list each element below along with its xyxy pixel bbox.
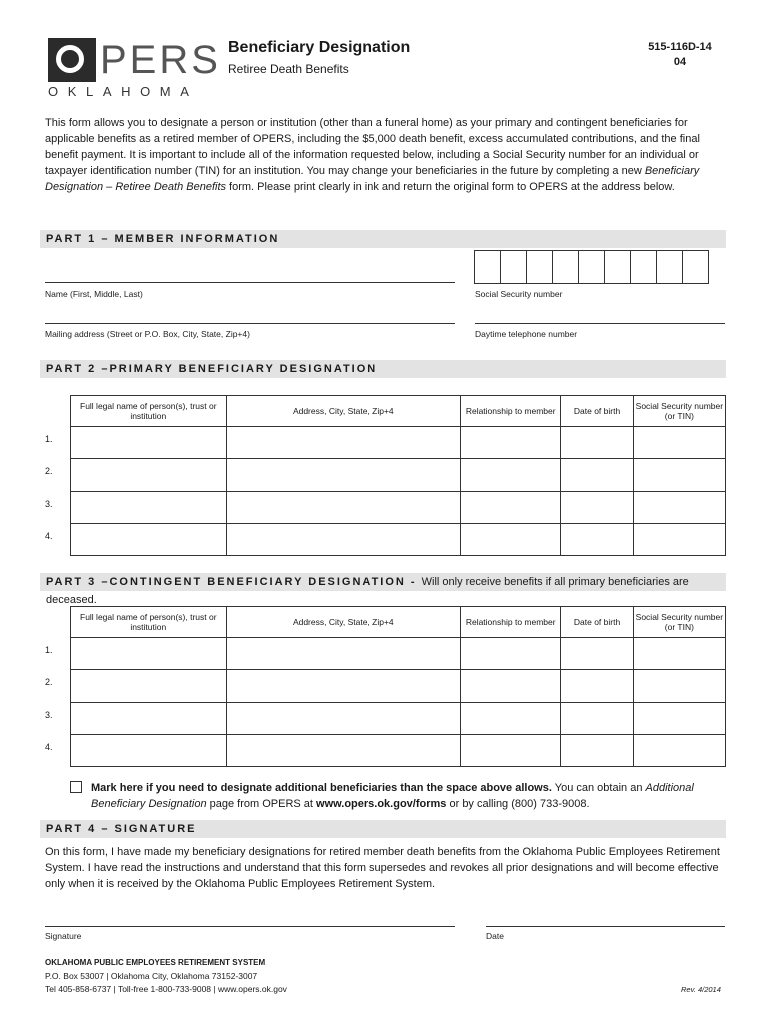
logo-o-ring-icon [56,45,84,73]
ssn-box[interactable] [500,250,527,284]
cell[interactable] [226,638,461,670]
logo-subtext: OKLAHOMA [48,84,199,99]
cell[interactable] [461,703,561,735]
cell[interactable] [561,670,633,703]
primary-beneficiary-table [70,395,726,556]
address-label: Mailing address (Street or P.O. Box, City, State, Zip+4) [45,329,250,339]
intro-text-2: form. Please print clearly in ink and return the original form to OPERS at the address below. [226,181,675,193]
ssn-box[interactable] [682,250,709,284]
additional-beneficiaries-checkbox[interactable] [70,781,82,793]
additional-italic: Additional Beneficiary Designation [91,782,694,810]
revision-date: Rev. 4/2014 [681,985,721,994]
cell[interactable] [226,492,461,524]
col-relationship-header: Relationship to member [461,607,561,638]
intro-text-1: This form allows you to designate a person or institution (other than a funeral home) as your primary and contingent beneficiaries for applicable benefits as a retired member of OPERS, including the $5,000 death benefit, excess accumulated contributions, and the final benefit payment. It is important to include all of the information requested below, including a Social Security number for an individual or taxpayer identification number (TIN) for an institution. You may change your beneficiaries in the future by completing a new [45,117,700,177]
signature-statement: On this form, I have made my beneficiary designations for retired member death benefits from the Oklahoma Public Employees Retirement System. I have read the instructions and understand that this form supersedes and revokes all prior designations and will become effective only when it is received by the Oklahoma Public Employees Retirement System. [45,846,720,890]
cell[interactable] [633,638,725,670]
cell[interactable] [633,524,725,556]
part3-heading-text: PART 3 –CONTINGENT BENEFICIARY DESIGNATION - [46,576,422,588]
table-row[interactable] [71,638,726,670]
ssn-box[interactable] [474,250,501,284]
cell[interactable] [226,670,461,703]
ssn-box[interactable] [604,250,631,284]
cell[interactable] [226,459,461,492]
cell[interactable] [226,427,461,459]
ssn-box[interactable] [578,250,605,284]
cell[interactable] [461,427,561,459]
part4-heading: PART 4 – SIGNATURE [40,820,726,838]
cell[interactable] [461,492,561,524]
cell[interactable] [71,492,227,524]
ssn-boxes[interactable] [475,250,709,284]
intro-paragraph [45,115,730,195]
table-row[interactable] [71,492,726,524]
table-row[interactable] [71,670,726,703]
cell[interactable] [226,735,461,767]
cell[interactable] [633,670,725,703]
col-dob-header: Date of birth [561,396,633,427]
cell[interactable] [561,735,633,767]
cell[interactable] [71,638,227,670]
cell[interactable] [561,459,633,492]
ssn-label: Social Security number [475,289,563,299]
part3-heading [40,573,726,606]
row-number: 2. [45,466,53,476]
ssn-box[interactable] [552,250,579,284]
signature-label: Signature [45,931,82,941]
cell[interactable] [71,703,227,735]
table-row[interactable] [71,459,726,492]
phone-line[interactable] [475,323,725,324]
cell[interactable] [561,524,633,556]
cell[interactable] [633,735,725,767]
cell[interactable] [633,459,725,492]
table-header-row [71,607,726,638]
date-line[interactable] [486,926,725,927]
address-line[interactable] [45,323,455,324]
intro-text-italic: Beneficiary Designation – Retiree Death Benefits [45,165,700,193]
additional-text-3: or by calling (800) 733-9008. [446,798,590,810]
row-number: 3. [45,499,53,509]
additional-bold: Mark here if you need to designate additional beneficiaries than the space above allows. [91,782,552,794]
cell[interactable] [561,492,633,524]
cell[interactable] [71,735,227,767]
col-dob-header: Date of birth [561,607,633,638]
cell[interactable] [633,427,725,459]
signature-line[interactable] [45,926,455,927]
additional-text-1: You can obtain an [551,782,646,794]
cell[interactable] [461,638,561,670]
opers-forms-link[interactable]: www.opers.ok.gov/forms [316,798,447,810]
col-ssn-header: Social Security number (or TIN) [633,607,725,638]
cell[interactable] [561,638,633,670]
cell[interactable] [461,459,561,492]
table-row[interactable] [71,735,726,767]
additional-text-2: page from OPERS at [206,798,317,810]
cell[interactable] [461,735,561,767]
col-address-header: Address, City, State, Zip+4 [226,396,461,427]
contingent-beneficiary-table [70,606,726,767]
logo-text: PERS [100,38,221,82]
row-number: 1. [45,645,53,655]
part3-note: Will only receive benefits if all primary beneficiaries are deceased. [46,576,689,606]
col-address-header: Address, City, State, Zip+4 [226,607,461,638]
col-name-header: Full legal name of person(s), trust or institution [71,396,227,427]
col-name-header: Full legal name of person(s), trust or institution [71,607,227,638]
row-number: 4. [45,531,53,541]
row-number: 3. [45,710,53,720]
cell[interactable] [633,492,725,524]
table-row[interactable] [71,427,726,459]
phone-label: Daytime telephone number [475,329,578,339]
cell[interactable] [561,427,633,459]
cell[interactable] [226,524,461,556]
name-label: Name (First, Middle, Last) [45,289,143,299]
cell[interactable] [461,670,561,703]
cell[interactable] [461,524,561,556]
cell[interactable] [71,524,227,556]
footer-contact: Tel 405-858-6737 | Toll-free 1-800-733-9008 | www.opers.ok.gov [45,984,287,994]
cell[interactable] [633,703,725,735]
table-row[interactable] [71,703,726,735]
row-number: 4. [45,742,53,752]
footer-org: OKLAHOMA PUBLIC EMPLOYEES RETIREMENT SYSTEM [45,958,266,967]
table-row[interactable] [71,524,726,556]
cell[interactable] [71,459,227,492]
col-relationship-header: Relationship to member [461,396,561,427]
cell[interactable] [71,670,227,703]
name-line[interactable] [45,282,455,283]
date-label: Date [486,931,504,941]
ssn-box[interactable] [656,250,683,284]
form-number-sub: 04 [673,56,687,68]
ssn-box[interactable] [630,250,657,284]
footer-address: P.O. Box 53007 | Oklahoma City, Oklahoma 73152-3007 [45,971,258,981]
form-number [640,40,720,70]
ssn-box[interactable] [526,250,553,284]
cell[interactable] [561,703,633,735]
form-title: Beneficiary Designation [228,39,411,56]
cell[interactable] [71,427,227,459]
form-number-main: 515-116D-14 [648,41,712,53]
row-number: 2. [45,677,53,687]
part1-heading: PART 1 – MEMBER INFORMATION [40,230,726,248]
additional-beneficiaries-text [91,780,731,812]
form-subtitle: Retiree Death Benefits [228,62,349,76]
col-ssn-header: Social Security number (or TIN) [633,396,725,427]
row-number: 1. [45,434,53,444]
cell[interactable] [226,703,461,735]
table-header-row [71,396,726,427]
part2-heading: PART 2 –PRIMARY BENEFICIARY DESIGNATION [40,360,726,378]
